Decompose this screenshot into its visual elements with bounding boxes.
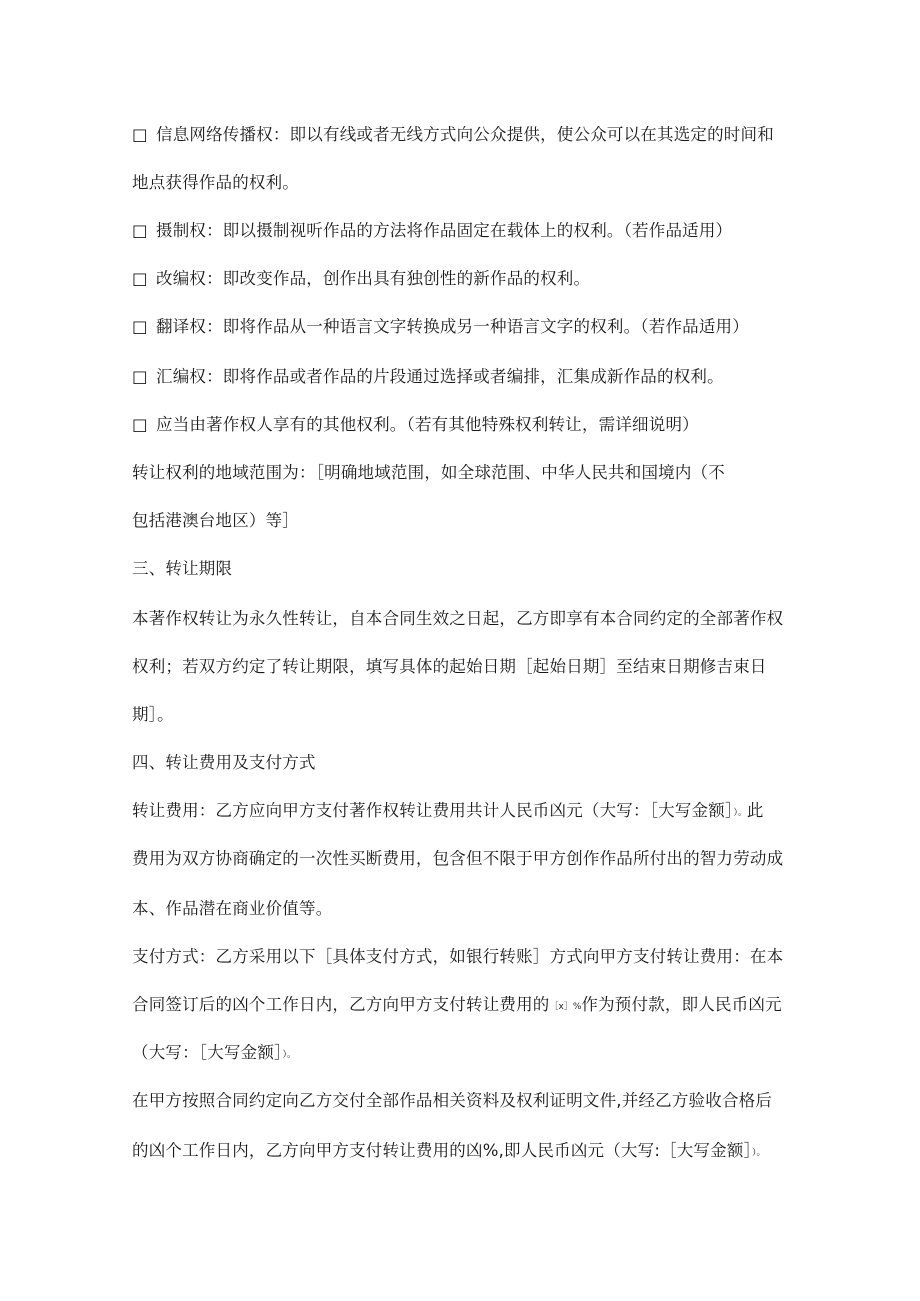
payment-text: 合同签订后的凶个工作日内，乙方向甲方支付转让费用的 [132,995,550,1014]
fee-line-1 [132,800,764,824]
checkbox-icon[interactable]: □ [132,269,148,288]
payment-small-text: ）。 [282,1050,297,1060]
payment-percent: ［x］% [549,1002,582,1012]
item-text: 改编权：即改变作品，创作出具有独创性的新作品的权利。 [156,269,591,288]
checkbox-item-compilation-right [132,366,724,388]
fee-line-2: 费用为双方协商确定的一次性买断费用，包含但不限于甲方创作作品所付出的智力劳动成 [132,849,784,868]
fee-line-3: 本、作品潜在商业价值等。 [132,899,333,918]
term-line-3: 期］。 [132,705,174,724]
territory-line-2: 包括港澳台地区）等］ [132,511,299,530]
territory-line-1: 转让权利的地域范围为：［明确地域范围，如全球范围、中华人民共和国境内（不 [132,463,725,482]
item-continuation: 地点获得作品的权利。 [132,173,299,192]
item-text: 应当由著作权人享有的其他权利。（若有其他特殊权利转让，需详细说明） [156,415,699,434]
final-payment-text: 的凶个工作日内，乙方向甲方支付转让费用的凶%,即人民币凶元（大写:［大写金额］ [132,1141,753,1160]
final-payment-small-text: ）。 [752,1148,766,1158]
final-payment-line-1: 在甲方按照合同约定向乙方交付全部作品相关资料及权利证明文件,并经乙方验收合格后 [132,1091,773,1110]
checkbox-icon[interactable]: □ [132,317,148,336]
item-text: 摄制权：即以摄制视听作品的方法将作品固定在载体上的权利。（若作品适用） [156,221,733,240]
term-line-1: 本著作权转让为永久性转让，自本合同生效之日起，乙方即享有本合同约定的全部著作权 [132,609,784,628]
checkbox-icon[interactable]: □ [132,125,148,144]
item-text: 信息网络传播权：即以有线或者无线方式向公众提供，使公众可以在其选定的时间和 [156,125,774,144]
item-text: 汇编权：即将作品或者作品的片段通过选择或者编排，汇集成新作品的权利。 [156,367,724,386]
checkbox-item-filming-right [132,220,732,242]
final-payment-line-2 [132,1140,766,1164]
section-heading-term: 三、转让期限 [132,559,233,578]
checkbox-icon[interactable]: □ [132,221,148,240]
payment-line-2 [132,994,782,1018]
fee-text-end: 此 [746,801,764,820]
checkbox-item-other-rights [132,414,699,436]
item-text: 翻译权：即将作品从一种语言文字转换成另一种语言文字的权利。（若作品适用） [156,317,749,336]
term-line-2: 权利；若双方约定了转让期限，填写具体的起始日期［起始日期］至结束日期修吉束日 [132,657,767,676]
checkbox-icon[interactable]: □ [132,367,148,386]
payment-text: （大写：［大写金额］ [132,1043,283,1062]
checkbox-item-translation-right [132,316,749,338]
checkbox-item-adaptation-right [132,268,590,290]
checkbox-item-network-right [132,124,774,146]
checkbox-icon[interactable]: □ [132,415,148,434]
payment-line-3 [132,1042,296,1066]
payment-line-1: 支付方式：乙方采用以下［具体支付方式，如银行转账］方式向甲方支付转让费用：在本 [132,947,784,966]
section-heading-fees: 四、转让费用及支付方式 [132,753,316,772]
fee-small-text: ）。 [733,808,747,818]
payment-text-end: 作为预付款，即人民币凶元 [581,995,782,1014]
fee-text: 转让费用：乙方应向甲方支付著作权转让费用共计人民币凶元（大写：［大写金额］ [132,801,734,820]
